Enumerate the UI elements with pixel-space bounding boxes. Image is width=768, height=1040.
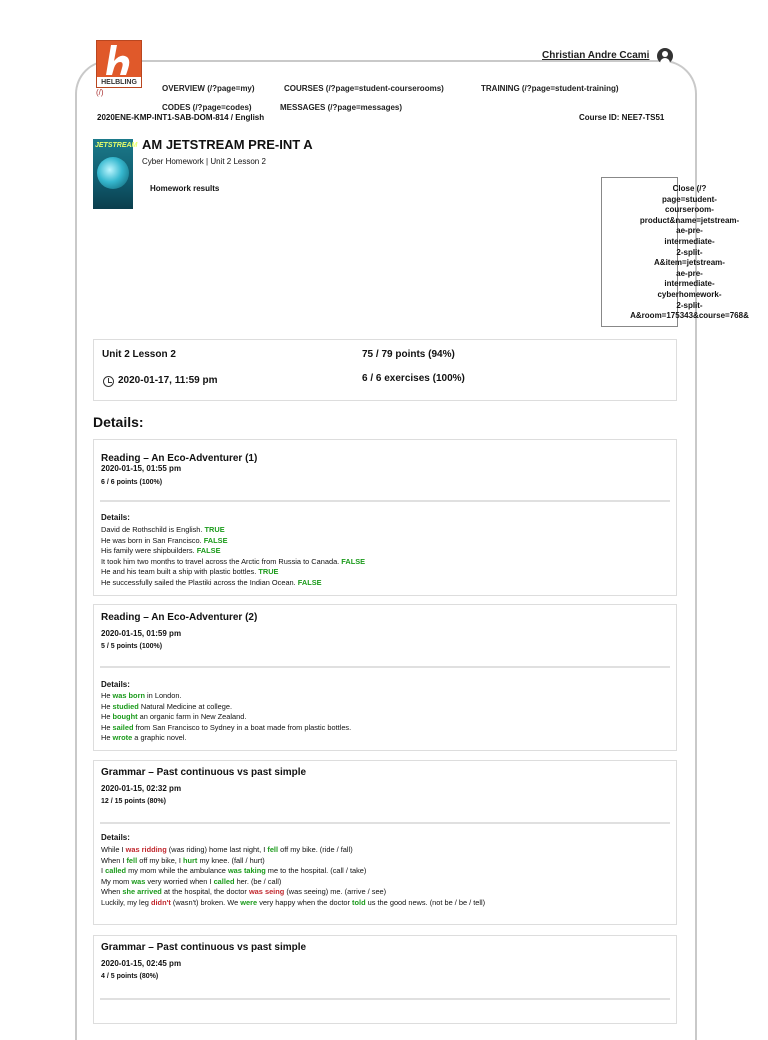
answer-text: While I — [101, 845, 126, 854]
answer-line — [101, 691, 351, 702]
answer-text: When — [101, 887, 123, 897]
answer-text: He — [101, 712, 113, 722]
correct-answer: bought — [112, 712, 138, 722]
exercise-title: Grammar – Past continuous vs past simple — [101, 942, 307, 953]
correct-answer: were — [240, 897, 258, 907]
correct-answer: FALSE — [196, 546, 221, 556]
correct-answer: fell — [126, 855, 138, 865]
answer-line — [101, 845, 485, 856]
logo-wordmark: HELBLING — [96, 77, 142, 88]
answer-text: (was seeing) me. (arrive / see) — [284, 887, 387, 897]
correct-answer: FALSE — [203, 535, 228, 545]
logo-h-icon — [97, 41, 143, 77]
user-avatar-icon[interactable] — [657, 48, 673, 64]
exercise-card — [93, 604, 677, 751]
answer-line — [101, 567, 365, 578]
exercise-answers — [101, 525, 365, 589]
card-divider — [100, 500, 670, 502]
correct-answer: she arrived — [122, 887, 162, 897]
card-divider — [100, 822, 670, 824]
card-divider — [100, 998, 670, 1000]
exercise-answers — [101, 845, 485, 909]
course-code: 2020ENE-KMP-INT1-SAB-DOM-814 / English — [97, 113, 265, 122]
exercise-answers — [101, 691, 351, 744]
correct-answer: wrote — [112, 733, 133, 743]
answer-text: He — [101, 722, 113, 732]
exercise-card — [93, 760, 677, 925]
clock-icon — [103, 376, 114, 387]
answer-text: an organic farm in New Zealand. — [137, 712, 247, 722]
correct-answer: was born — [112, 691, 145, 700]
incorrect-answer: was ridding — [125, 845, 167, 854]
exercise-points: 6 / 6 points (100%) — [101, 479, 163, 486]
answer-text: my mom while the ambulance — [126, 866, 228, 876]
course-title: AM JETSTREAM PRE-INT A — [142, 137, 313, 152]
nav-codes[interactable]: CODES (/?page=codes) — [162, 103, 252, 112]
correct-answer: TRUE — [204, 525, 225, 534]
exercise-details-label: Details: — [101, 513, 130, 522]
exercise-card — [93, 935, 677, 1024]
exercise-details-label: Details: — [101, 680, 130, 689]
exercise-title: Reading – An Eco-Adventurer (2) — [101, 612, 258, 623]
answer-line — [101, 702, 351, 713]
answer-text: my knee. (fall / hurt) — [197, 855, 265, 865]
answer-text: me to the hospital. (call / take) — [265, 866, 367, 876]
answer-text: He — [101, 733, 113, 743]
summary-date: 2020-01-17, 11:59 pm — [118, 375, 218, 386]
card-divider — [100, 666, 670, 668]
exercise-details-label: Details: — [101, 833, 130, 842]
answer-text: He was born in San Francisco. — [101, 535, 204, 545]
exercise-card — [93, 439, 677, 596]
answer-text: He — [101, 701, 113, 711]
correct-answer: sailed — [112, 722, 134, 732]
answer-text: very worried when I — [145, 876, 214, 886]
answer-line — [101, 887, 485, 898]
nav-training[interactable]: TRAINING (/?page=student-training) — [481, 84, 619, 93]
exercise-points: 12 / 15 points (80%) — [101, 798, 166, 805]
correct-answer: was taking — [227, 866, 266, 876]
answer-text: us the good news. (not be / be / tell) — [365, 897, 486, 907]
answer-line — [101, 898, 485, 909]
homework-results-label: Homework results — [150, 184, 220, 193]
cover-brand: JETSTREAM — [95, 142, 138, 149]
close-button[interactable] — [601, 177, 749, 327]
close-button-label: Close (/? page=student- courseroom- product&name=jetstream- ae-pre- intermediate- 2-split- A&item=jetstream- ae-pre- intermediate- cyberhomework- 2-split- A&room=175343&course=768& — [630, 184, 749, 321]
summary-panel — [93, 339, 677, 401]
answer-text: at the hospital, the doctor — [161, 887, 249, 897]
correct-answer: called — [213, 876, 235, 886]
answer-line — [101, 546, 365, 557]
exercise-points: 4 / 5 points (80%) — [101, 973, 159, 980]
correct-answer: fell — [267, 845, 279, 854]
correct-answer: called — [105, 866, 127, 876]
answer-text: in London. — [144, 691, 182, 700]
answer-line — [101, 723, 351, 734]
answer-text: I — [101, 866, 106, 876]
answer-text: He — [101, 691, 113, 700]
answer-text: very happy when the doctor — [257, 897, 353, 907]
answer-text: her. (be / call) — [234, 876, 282, 886]
logo-home-link[interactable]: (/) — [96, 88, 104, 97]
answer-text: It took him two months to travel across the Arctic from Russia to Canada. — [101, 556, 342, 566]
course-id: Course ID: NEE7-TS51 — [579, 113, 665, 122]
course-subtitle: Cyber Homework | Unit 2 Lesson 2 — [142, 157, 266, 166]
answer-text: off my bike. (ride / fall) — [278, 845, 353, 854]
correct-answer: FALSE — [297, 577, 322, 587]
answer-line — [101, 557, 365, 568]
nav-overview[interactable]: OVERVIEW (/?page=my) — [162, 84, 255, 93]
exercise-date: 2020-01-15, 02:45 pm — [101, 959, 182, 968]
exercise-date: 2020-01-15, 02:32 pm — [101, 784, 182, 793]
answer-text: He and his team built a ship with plastic bottles. — [101, 567, 259, 577]
answer-line — [101, 877, 485, 888]
answer-text: (was riding) home last night, I — [166, 845, 268, 854]
incorrect-answer: was seing — [248, 887, 285, 897]
user-name-link[interactable]: Christian Andre Ccami — [542, 50, 650, 61]
answer-text: My mom — [101, 876, 132, 886]
answer-line — [101, 578, 365, 589]
answer-text: (wasn't) broken. We — [170, 897, 241, 907]
course-cover-image — [93, 139, 138, 209]
answer-text: His family were shipbuilders. — [101, 546, 197, 556]
nav-messages[interactable]: MESSAGES (/?page=messages) — [280, 103, 403, 112]
answer-text: off my bike, I — [137, 855, 184, 865]
answer-line — [101, 733, 351, 744]
answer-line — [101, 536, 365, 547]
answer-text: When I — [101, 855, 127, 865]
exercise-points: 5 / 5 points (100%) — [101, 643, 163, 650]
answer-text: Luckily, my leg — [101, 897, 151, 907]
summary-unit: Unit 2 Lesson 2 — [102, 349, 176, 360]
exercise-title: Grammar – Past continuous vs past simple — [101, 767, 307, 778]
nav-courses[interactable]: COURSES (/?page=student-courserooms) — [284, 84, 444, 93]
answer-line — [101, 525, 365, 536]
answer-text: Natural Medicine at college. — [138, 701, 233, 711]
answer-text: He successfully sailed the Plastiki across the Indian Ocean. — [101, 577, 298, 587]
answer-line — [101, 712, 351, 723]
answer-text: David de Rothschild is English. — [101, 525, 205, 534]
summary-exercises: 6 / 6 exercises (100%) — [362, 373, 465, 384]
exercise-date: 2020-01-15, 01:59 pm — [101, 629, 182, 638]
correct-answer: told — [352, 897, 366, 907]
answer-line — [101, 856, 485, 867]
details-heading: Details: — [93, 414, 144, 430]
answer-text: a graphic novel. — [132, 733, 187, 743]
answer-text: from San Francisco to Sydney in a boat made from plastic bottles. — [133, 722, 352, 732]
exercise-date: 2020-01-15, 01:55 pm — [101, 464, 182, 473]
answer-line — [101, 866, 485, 877]
summary-points: 75 / 79 points (94%) — [362, 349, 455, 360]
exercise-title: Reading – An Eco-Adventurer (1) — [101, 453, 258, 464]
correct-answer: TRUE — [258, 567, 279, 577]
correct-answer: FALSE — [341, 556, 366, 566]
correct-answer: studied — [112, 701, 139, 711]
correct-answer: hurt — [183, 855, 198, 865]
incorrect-answer: didn't — [150, 897, 171, 907]
correct-answer: was — [131, 876, 146, 886]
